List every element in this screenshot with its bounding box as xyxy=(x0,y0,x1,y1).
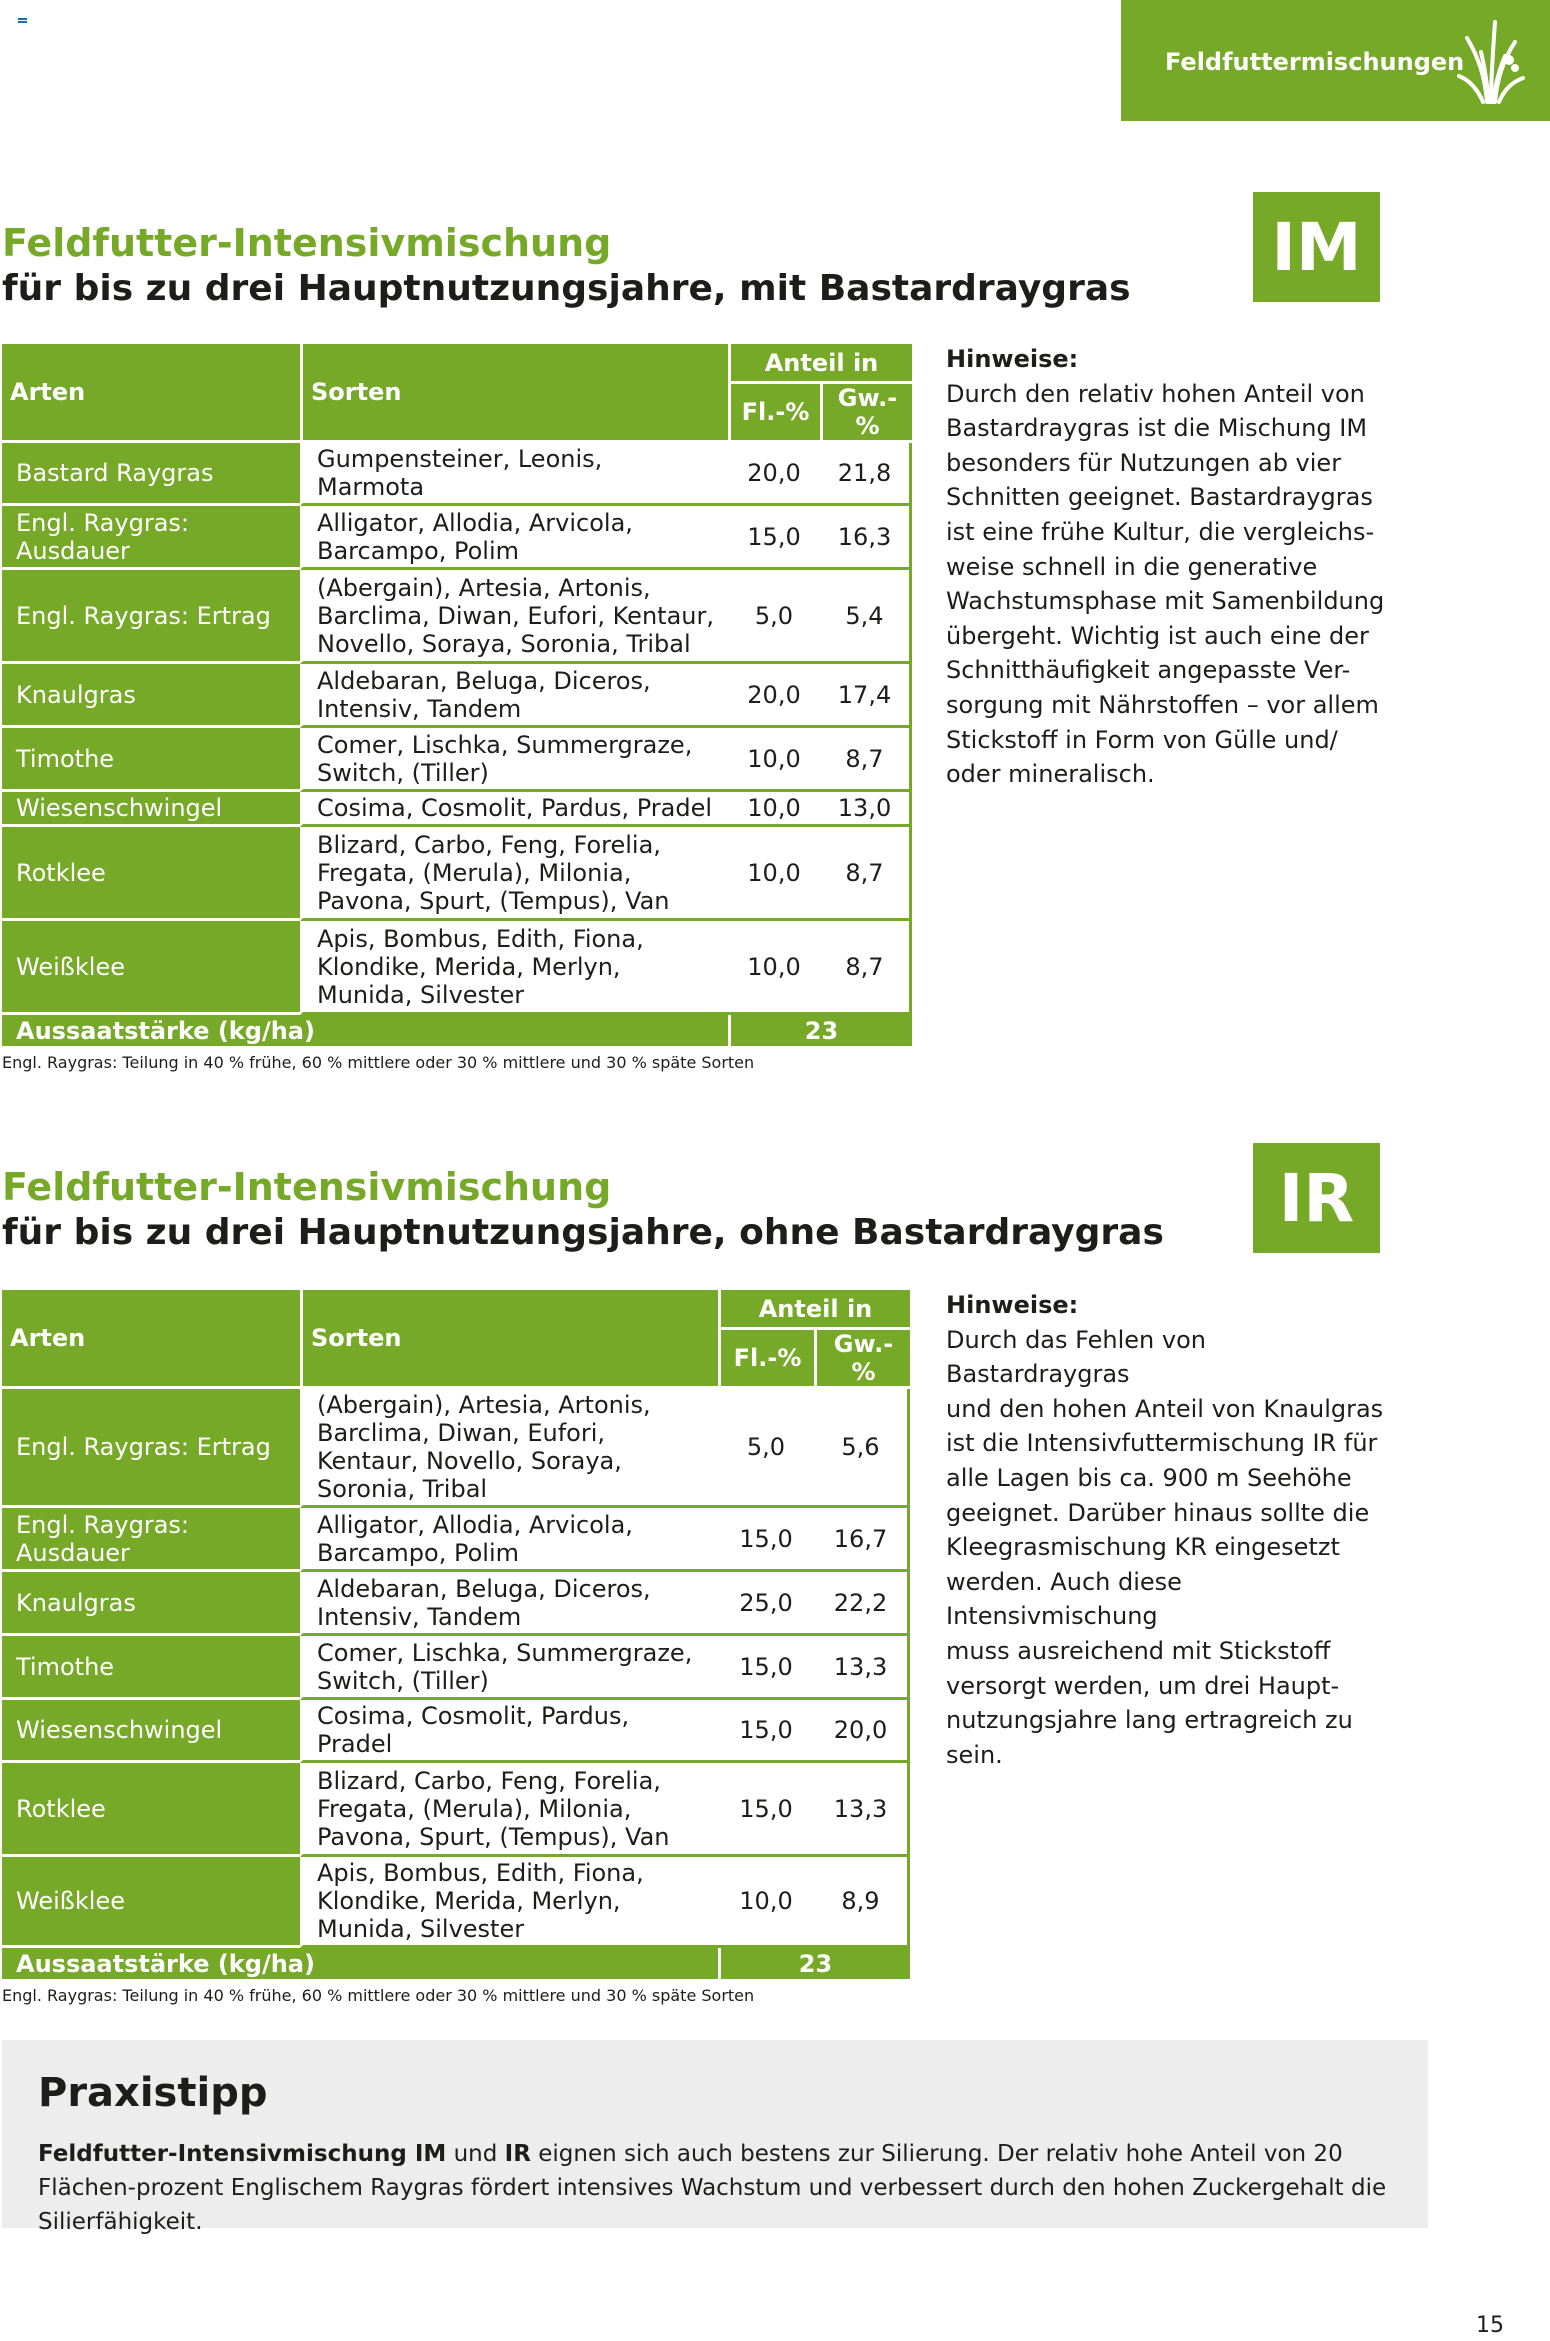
hinweise-line: weise schnell in die generative xyxy=(946,552,1318,581)
fl-percent-cell: 10,0 xyxy=(728,921,820,1015)
hinweise-text xyxy=(946,377,1396,792)
table-row xyxy=(2,506,912,570)
hinweise-im xyxy=(946,342,1396,792)
hinweise-line: muss ausreichend mit Stickstoff xyxy=(946,1636,1331,1665)
varieties-cell: Apis, Bombus, Edith, Fiona, Klondike, Merida, Merlyn, Munida, Silvester xyxy=(300,921,728,1015)
fl-percent-cell: 25,0 xyxy=(718,1572,814,1636)
table-row xyxy=(2,1636,910,1700)
praxistipp-bold-ir: IR xyxy=(504,2141,531,2167)
gw-percent-cell: 17,4 xyxy=(820,664,912,728)
species-cell: Timothe xyxy=(2,728,300,792)
gw-percent-cell: 13,3 xyxy=(814,1636,910,1700)
species-cell: Engl. Raygras: Ausdauer xyxy=(2,1508,300,1572)
species-cell: Weißklee xyxy=(2,1857,300,1948)
table-row xyxy=(2,921,912,1015)
species-cell: Knaulgras xyxy=(2,664,300,728)
fl-percent-cell: 5,0 xyxy=(718,1389,814,1508)
header-tab xyxy=(1121,0,1550,121)
section-im-title-line1: Feldfutter-Intensivmischung xyxy=(2,221,612,265)
gw-percent-cell: 16,3 xyxy=(820,506,912,570)
hinweise-line: nutzungsjahre lang ertragreich zu xyxy=(946,1706,1353,1735)
hinweise-line: Stickstoff in Form von Gülle und/ xyxy=(946,725,1338,754)
praxistipp-text-part1: und xyxy=(446,2141,505,2167)
species-cell: Weißklee xyxy=(2,921,300,1015)
total-label: Aussaatstärke (kg/ha) xyxy=(2,1948,718,1982)
gw-percent-cell: 5,4 xyxy=(820,570,912,664)
section-im-title xyxy=(2,220,1131,312)
table-body-ir xyxy=(2,1389,910,1948)
varieties-cell: Alligator, Allodia, Arvicola, Barcampo, Polim xyxy=(300,506,728,570)
hinweise-line: sorgung mit Nährstoffen – vor allem xyxy=(946,690,1379,719)
page-number: 15 xyxy=(1476,2313,1504,2338)
species-cell: Rotklee xyxy=(2,1763,300,1857)
hinweise-line: ist die Intensivfuttermischung IR für xyxy=(946,1429,1378,1458)
hinweise-line: Schnitten geeignet. Bastardraygras xyxy=(946,483,1373,512)
col-header-gw: Gw.-% xyxy=(820,384,912,443)
fl-percent-cell: 15,0 xyxy=(718,1763,814,1857)
hinweise-text xyxy=(946,1323,1396,1773)
varieties-cell: Gumpensteiner, Leonis, Marmota xyxy=(300,443,728,506)
gw-percent-cell: 8,7 xyxy=(820,728,912,792)
table-row xyxy=(2,664,912,728)
fl-percent-cell: 15,0 xyxy=(718,1636,814,1700)
hinweise-line: Schnitthäufigkeit angepasste Ver- xyxy=(946,656,1351,685)
gw-percent-cell: 13,0 xyxy=(820,792,912,827)
hinweise-line: besonders für Nutzungen ab vier xyxy=(946,448,1342,477)
table-row xyxy=(2,570,912,664)
fl-percent-cell: 15,0 xyxy=(728,506,820,570)
col-header-fl: Fl.-% xyxy=(728,384,820,443)
corner-mark xyxy=(18,18,27,23)
hinweise-line: geeignet. Darüber hinaus sollte die xyxy=(946,1498,1370,1527)
varieties-cell: Blizard, Carbo, Feng, Forelia, Fregata, (Merula), Milonia, Pavona, Spurt, (Tempus), Van xyxy=(300,1763,718,1857)
hinweise-line: Kleegrasmischung KR eingesetzt xyxy=(946,1533,1340,1562)
hinweise-line: übergeht. Wichtig ist auch eine der xyxy=(946,621,1369,650)
total-value: 23 xyxy=(718,1948,910,1982)
total-label: Aussaatstärke (kg/ha) xyxy=(2,1015,728,1049)
varieties-cell: Aldebaran, Beluga, Diceros, Intensiv, Tandem xyxy=(300,1572,718,1636)
table-row xyxy=(2,1389,910,1508)
gw-percent-cell: 20,0 xyxy=(814,1700,910,1763)
col-header-gw: Gw.-% xyxy=(814,1330,910,1389)
hinweise-line: Wachstumsphase mit Samenbildung xyxy=(946,587,1385,616)
fl-percent-cell: 15,0 xyxy=(718,1700,814,1763)
varieties-cell: Alligator, Allodia, Arvicola, Barcampo, Polim xyxy=(300,1508,718,1572)
hinweise-line: Durch das Fehlen von Bastardraygras xyxy=(946,1325,1206,1389)
gw-percent-cell: 21,8 xyxy=(820,443,912,506)
hinweise-line: werden. Auch diese Intensivmischung xyxy=(946,1567,1182,1631)
table-row xyxy=(2,792,912,827)
hinweise-line: Bastardraygras ist die Mischung IM xyxy=(946,414,1368,443)
fl-percent-cell: 15,0 xyxy=(718,1508,814,1572)
section-ir-title xyxy=(2,1164,1164,1256)
col-header-anteil: Anteil in xyxy=(718,1290,910,1330)
mix-table-ir xyxy=(2,1290,910,1982)
total-value: 23 xyxy=(728,1015,912,1049)
varieties-cell: Apis, Bombus, Edith, Fiona, Klondike, Merida, Merlyn, Munida, Silvester xyxy=(300,1857,718,1948)
fl-percent-cell: 10,0 xyxy=(728,728,820,792)
total-row xyxy=(2,1948,910,1982)
praxistipp-bold-im: Feldfutter-Intensivmischung IM xyxy=(38,2141,447,2167)
species-cell: Knaulgras xyxy=(2,1572,300,1636)
col-header-sorten: Sorten xyxy=(300,344,728,443)
gw-percent-cell: 8,7 xyxy=(820,827,912,921)
praxistipp-box xyxy=(2,2040,1428,2235)
hinweise-line: und den hohen Anteil von Knaulgras xyxy=(946,1394,1384,1423)
varieties-cell: Comer, Lischka, Summergraze, Switch, (Tiller) xyxy=(300,1636,718,1700)
gw-percent-cell: 8,7 xyxy=(820,921,912,1015)
praxistipp-text-part2: eignen sich auch bestens zur Silierung. Der relativ hohe Anteil von 20 Flächen-prozent Englischem Raygras fördert intensives Wachstum und verbessert durch den hohen Zuckergehalt die Silierfähigkeit. xyxy=(38,2141,1387,2235)
table-row xyxy=(2,1508,910,1572)
hinweise-line: Durch den relativ hohen Anteil von xyxy=(946,379,1365,408)
hinweise-line: alle Lagen bis ca. 900 m Seehöhe xyxy=(946,1463,1352,1492)
gw-percent-cell: 8,9 xyxy=(814,1857,910,1948)
species-cell: Engl. Raygras: Ertrag xyxy=(2,570,300,664)
varieties-cell: Aldebaran, Beluga, Diceros, Intensiv, Tandem xyxy=(300,664,728,728)
fl-percent-cell: 5,0 xyxy=(728,570,820,664)
species-cell: Engl. Raygras: Ausdauer xyxy=(2,506,300,570)
table-row xyxy=(2,827,912,921)
fl-percent-cell: 10,0 xyxy=(728,827,820,921)
gw-percent-cell: 22,2 xyxy=(814,1572,910,1636)
hinweise-line: sein. xyxy=(946,1740,1003,1769)
hinweise-ir xyxy=(946,1288,1396,1772)
species-cell: Wiesenschwingel xyxy=(2,792,300,827)
species-cell: Wiesenschwingel xyxy=(2,1700,300,1763)
varieties-cell: (Abergain), Artesia, Artonis, Barclima, Diwan, Eufori, Kentaur, Novello, Soraya, Soronia, Tribal xyxy=(300,570,728,664)
table-row xyxy=(2,1763,910,1857)
gw-percent-cell: 16,7 xyxy=(814,1508,910,1572)
hinweise-title: Hinweise: xyxy=(946,1291,1079,1319)
hinweise-line: oder mineralisch. xyxy=(946,760,1155,789)
hinweise-line: versorgt werden, um drei Haupt- xyxy=(946,1671,1340,1700)
col-header-arten: Arten xyxy=(2,1290,300,1389)
header-tab-label: Feldfuttermischungen xyxy=(1165,48,1465,76)
table-row xyxy=(2,728,912,792)
col-header-sorten: Sorten xyxy=(300,1290,718,1389)
species-cell: Bastard Raygras xyxy=(2,443,300,506)
section-ir-title-line2: für bis zu drei Hauptnutzungsjahre, ohne Bastardraygras xyxy=(2,1212,1164,1253)
table-row xyxy=(2,1857,910,1948)
footnote-ir: Engl. Raygras: Teilung in 40 % frühe, 60 % mittlere oder 30 % mittlere und 30 % späte Sorten xyxy=(2,1986,755,2005)
gw-percent-cell: 13,3 xyxy=(814,1763,910,1857)
fl-percent-cell: 10,0 xyxy=(728,792,820,827)
species-cell: Engl. Raygras: Ertrag xyxy=(2,1389,300,1508)
mix-table-im xyxy=(2,344,912,1049)
species-cell: Rotklee xyxy=(2,827,300,921)
table-body-im xyxy=(2,443,912,1015)
code-badge-ir: IR xyxy=(1253,1143,1380,1253)
table-row xyxy=(2,1700,910,1763)
section-ir-title-line1: Feldfutter-Intensivmischung xyxy=(2,1165,612,1209)
hinweise-line: ist eine frühe Kultur, die vergleichs- xyxy=(946,517,1375,546)
code-badge-im: IM xyxy=(1253,192,1380,302)
footnote-im: Engl. Raygras: Teilung in 40 % frühe, 60 % mittlere oder 30 % mittlere und 30 % späte Sorten xyxy=(2,1053,755,1072)
grass-icon xyxy=(1457,18,1527,106)
col-header-arten: Arten xyxy=(2,344,300,443)
species-cell: Timothe xyxy=(2,1636,300,1700)
total-row xyxy=(2,1015,912,1049)
varieties-cell: Blizard, Carbo, Feng, Forelia, Fregata, (Merula), Milonia, Pavona, Spurt, (Tempus), Van xyxy=(300,827,728,921)
praxistipp-text xyxy=(38,2137,1418,2239)
fl-percent-cell: 10,0 xyxy=(718,1857,814,1948)
col-header-anteil: Anteil in xyxy=(728,344,912,384)
varieties-cell: (Abergain), Artesia, Artonis, Barclima, Diwan, Eufori, Kentaur, Novello, Soraya, Soronia, Tribal xyxy=(300,1389,718,1508)
table-row xyxy=(2,1572,910,1636)
praxistipp-title: Praxistipp xyxy=(38,2070,268,2116)
varieties-cell: Comer, Lischka, Summergraze, Switch, (Tiller) xyxy=(300,728,728,792)
varieties-cell: Cosima, Cosmolit, Pardus, Pradel xyxy=(300,1700,718,1763)
section-im-title-line2: für bis zu drei Hauptnutzungsjahre, mit Bastardraygras xyxy=(2,268,1131,309)
hinweise-title: Hinweise: xyxy=(946,345,1079,373)
table-row xyxy=(2,443,912,506)
fl-percent-cell: 20,0 xyxy=(728,664,820,728)
fl-percent-cell: 20,0 xyxy=(728,443,820,506)
gw-percent-cell: 5,6 xyxy=(814,1389,910,1508)
varieties-cell: Cosima, Cosmolit, Pardus, Pradel xyxy=(300,792,728,827)
col-header-fl: Fl.-% xyxy=(718,1330,814,1389)
